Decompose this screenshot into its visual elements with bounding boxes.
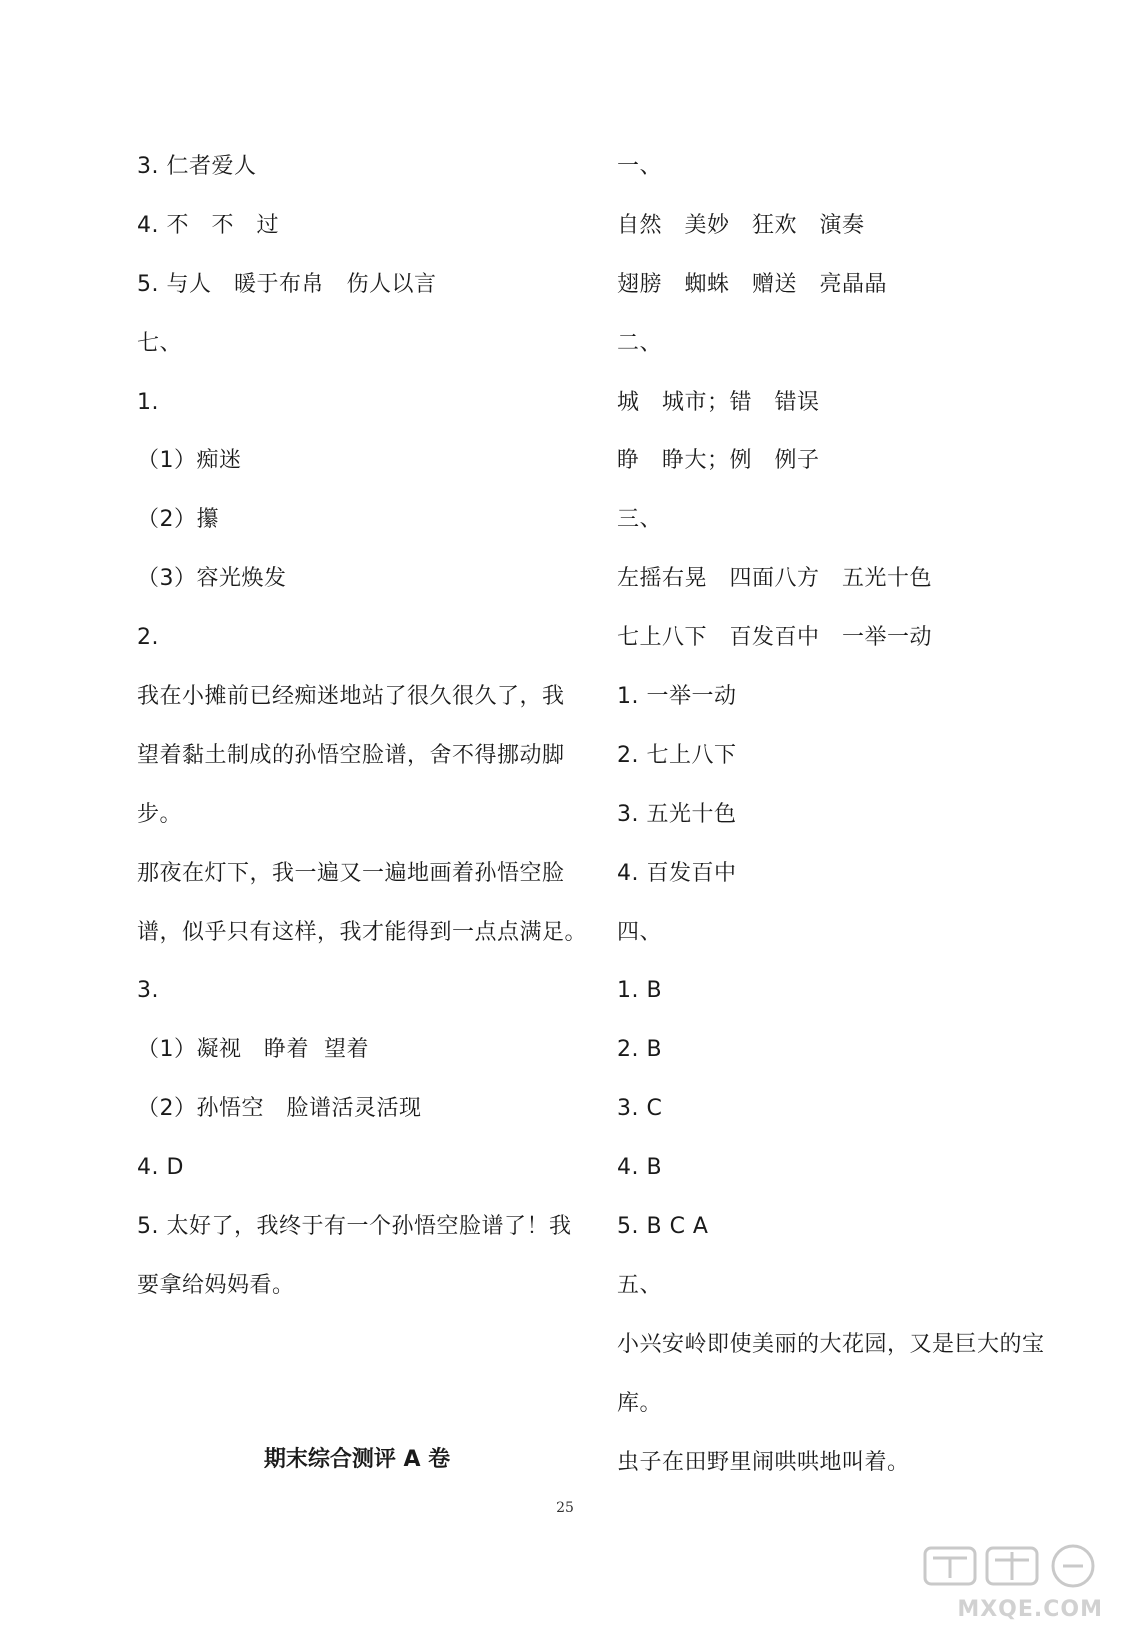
answer-line: 虫子在田野里闹哄哄地叫着。	[617, 1449, 910, 1475]
right-answer-column	[617, 138, 1077, 1492]
answer-line: 5. 与人 暖于布帛 伤人以言	[137, 271, 437, 297]
answer-line: 库。	[617, 1390, 663, 1416]
answer-line: 4. D	[137, 1155, 184, 1181]
answer-line: 4. B	[617, 1155, 663, 1181]
section-heading: 一、	[617, 154, 663, 179]
answer-line: 1. 一举一动	[617, 684, 737, 710]
answer-line: （2）攥	[137, 507, 219, 533]
watermark	[919, 1542, 1107, 1622]
answer-line: 翅膀 蜘蛛 赠送 亮晶晶	[617, 271, 887, 297]
answer-line: （3）容光焕发	[137, 566, 287, 592]
answer-line: 3. 仁者爱人	[137, 154, 257, 179]
page-number: 25	[556, 1500, 574, 1516]
answer-line: 3. 五光十色	[617, 801, 737, 827]
answer-line: 望着黏土制成的孙悟空脸谱，舍不得挪动脚	[137, 742, 565, 768]
left-answer-column	[137, 138, 588, 1316]
answer-line: 谱，似乎只有这样，我才能得到一点点满足。	[137, 919, 588, 945]
answer-line: （1）凝视 睁着 望着	[137, 1037, 369, 1063]
watermark-logo-icon	[919, 1542, 1107, 1590]
answer-line: 4. 不 不 过	[137, 212, 279, 238]
answer-line: 2. 七上八下	[617, 742, 737, 768]
answer-line: 5. B C A	[617, 1214, 709, 1240]
answer-line: 1.	[137, 389, 159, 415]
answer-line: 左摇右晃 四面八方 五光十色	[617, 566, 932, 592]
section-heading: 二、	[617, 330, 663, 356]
answer-line: 3. C	[617, 1096, 663, 1122]
answer-line: 我在小摊前已经痴迷地站了很久很久了，我	[137, 684, 565, 710]
section-heading: 七、	[137, 330, 183, 356]
answer-line: （2）孙悟空 脸谱活灵活现	[137, 1096, 422, 1122]
answer-line: 4. 百发百中	[617, 860, 737, 886]
section-heading: 五、	[617, 1272, 663, 1298]
answer-line: 要拿给妈妈看。	[137, 1272, 295, 1298]
answer-line: 小兴安岭即使美丽的大花园，又是巨大的宝	[617, 1331, 1045, 1357]
answer-line: 城 城市；错 错误	[617, 389, 820, 415]
answer-line: 七上八下 百发百中 一举一动	[617, 625, 932, 651]
answer-line: 睁 睁大；例 例子	[617, 448, 820, 474]
watermark-url: MXQE.COM	[957, 1597, 1103, 1622]
answer-line: 自然 美妙 狂欢 演奏	[617, 212, 865, 238]
answer-line: 2.	[137, 625, 159, 651]
section-title: 期末综合测评 A 卷	[263, 1447, 451, 1472]
answer-line: 1. B	[617, 978, 663, 1004]
answer-line: 步。	[137, 801, 183, 827]
answer-line: 那夜在灯下，我一遍又一遍地画着孙悟空脸	[137, 860, 565, 886]
answer-line: （1）痴迷	[137, 448, 242, 474]
answer-line: 3.	[137, 978, 159, 1004]
section-heading: 三、	[617, 507, 663, 533]
answer-line: 2. B	[617, 1037, 663, 1063]
answer-line: 5. 太好了，我终于有一个孙悟空脸谱了！我	[137, 1214, 572, 1240]
section-heading: 四、	[617, 919, 663, 945]
